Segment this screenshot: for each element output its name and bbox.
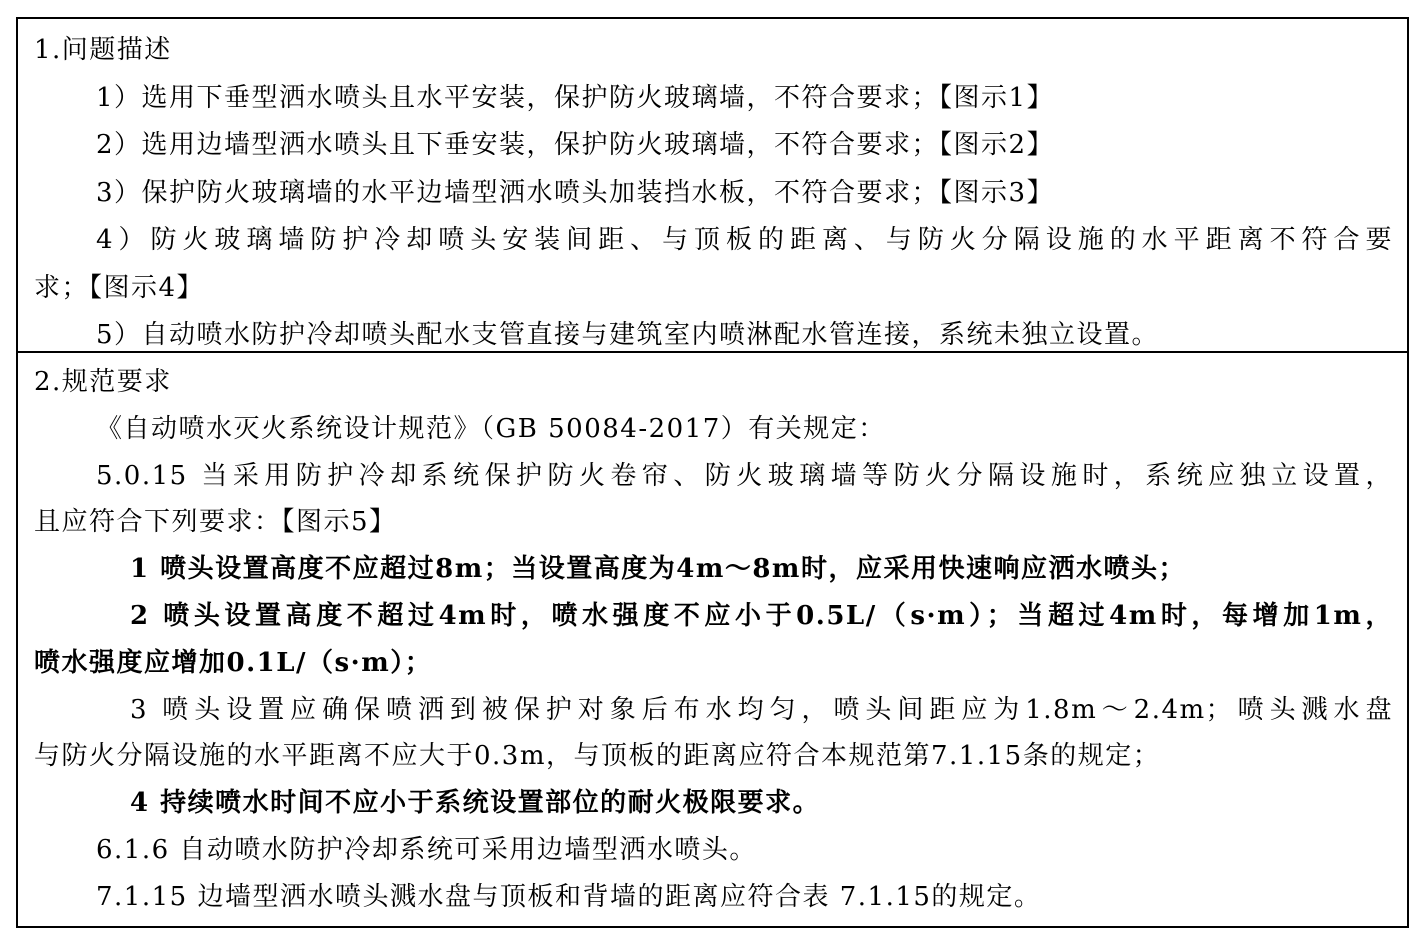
clause-6-1-6: 6.1.6 自动喷水防护冷却系统可采用边墙型洒水喷头。 (96, 834, 757, 865)
requirement-1: 1 喷头设置高度不应超过8m；当设置高度为4m～8m时，应采用快速响应洒水喷头； (130, 554, 1186, 585)
problem-item-5: 5）自动喷水防护冷却喷头配水支管直接与建筑室内喷淋配水管连接，系统未独立设置。 (96, 320, 1160, 350)
section-title-requirements: 2.规范要求 (34, 367, 172, 397)
problem-description-cell (18, 19, 1407, 353)
problem-item-1: 1）选用下垂型洒水喷头且水平安装，保护防火玻璃墙，不符合要求；【图示1】 (96, 82, 1055, 113)
clause-5-0-15-continued: 且应符合下列要求：【图示5】 (34, 507, 397, 538)
requirement-3: 3 喷头设置应确保喷洒到被保护对象后布水均匀，喷头间距应为1.8m～2.4m；喷头溅水盘 (130, 694, 1393, 725)
clause-7-1-15: 7.1.15 边墙型洒水喷头溅水盘与顶板和背墙的距离应符合表 7.1.15的规定。 (96, 881, 1042, 912)
requirement-4: 4 持续喷水时间不应小于系统设置部位的耐火极限要求。 (130, 788, 821, 819)
problem-item-2: 2）选用边墙型洒水喷头且下垂安装，保护防火玻璃墙，不符合要求；【图示2】 (96, 130, 1055, 160)
problem-item-3: 3）保护防火玻璃墙的水平边墙型洒水喷头加装挡水板，不符合要求；【图示3】 (96, 177, 1055, 208)
requirement-3-continued: 与防火分隔设施的水平距离不应大于0.3m，与顶板的距离应符合本规范第7.1.15条的规定； (34, 741, 1161, 772)
problem-item-4-continued: 求；【图示4】 (34, 272, 205, 303)
clause-5-0-15: 5.0.15 当采用防护冷却系统保护防火卷帘、防火玻璃墙等防火分隔设施时，系统应独立设置， (96, 460, 1393, 491)
code-reference: 《自动喷水灭火系统设计规范》（GB 50084-2017）有关规定： (96, 413, 886, 444)
requirement-2-continued: 喷水强度应增加0.1L/（s·m）； (34, 647, 433, 678)
requirement-2: 2 喷头设置高度不超过4m时，喷水强度不应小于0.5L/（s·m）；当超过4m时，每增加1m， (130, 600, 1393, 631)
section-title-problem: 1.问题描述 (34, 35, 172, 65)
content-table (16, 17, 1409, 928)
problem-item-4: 4）防火玻璃墙防护冷却喷头安装间距、与顶板的距离、与防火分隔设施的水平距离不符合要 (96, 225, 1393, 255)
code-requirements-cell (18, 353, 1407, 926)
